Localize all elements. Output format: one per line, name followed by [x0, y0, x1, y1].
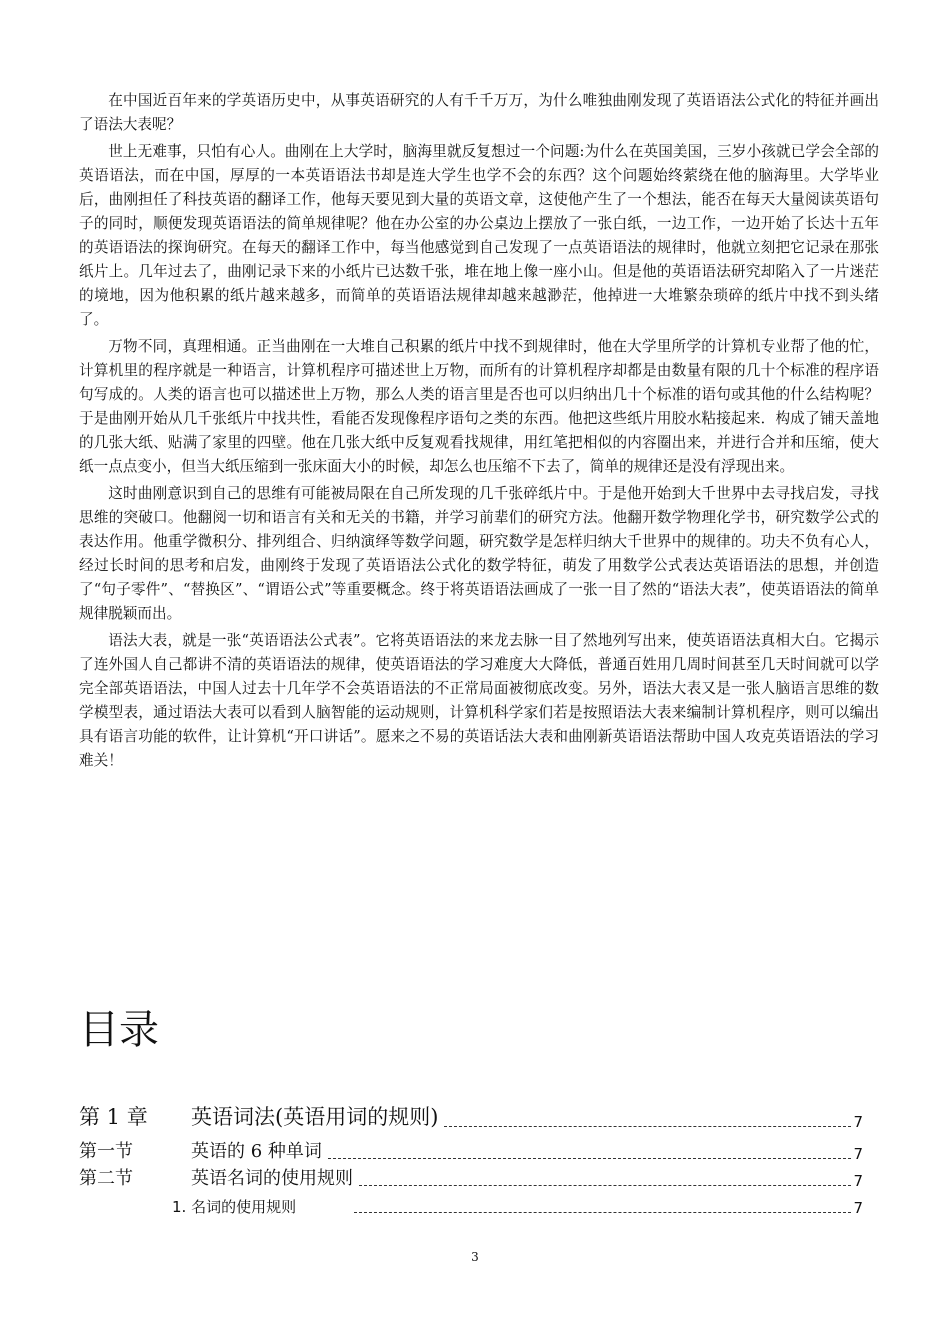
toc-entry-text: 英语的 6 种单词	[191, 1141, 322, 1162]
toc-dot-leader	[354, 1212, 851, 1213]
toc-dot-leader	[444, 1126, 851, 1127]
toc-entry-page: 7	[853, 1145, 863, 1163]
toc-entry-text: 英语词法(英语用词的规则)	[191, 1105, 439, 1129]
toc-entry-page: 7	[853, 1172, 863, 1190]
toc-entry-page: 7	[853, 1199, 863, 1217]
body-text	[79, 89, 879, 776]
paragraph-2: 世上无难事，只怕有心人。曲刚在上大学时，脑海里就反复想过一个问题:为什么在英国美国，三岁小孩就已学会全部的英语语法，而在中国，厚厚的一本英语语法书却是连大学生也学不会的东西？这个问题始终萦绕在他的脑海里。大学毕业后，曲刚担任了科技英语的翻译工作，他每天要见到大量的英语文章，这使他产生了一个想法，能否在每天大量阅读英语句子的同时，顺便发现英语语法的简单规律呢？他在办公室的办公桌边上摆放了一张白纸，一边工作，一边开始了长达十五年的英语语法的探询研究。在每天的翻译工作中，每当他感觉到自己发现了一点英语语法的规律时，他就立刻把它记录在那张纸片上。几年过去了，曲刚记录下来的小纸片已达数千张，堆在地上像一座小山。但是他的英语语法研究却陷入了一片迷茫的境地，因为他积累的纸片越来越多，而简单的英语语法规律却越来越渺茫，他掉进一大堆繁杂琐碎的纸片中找不到头绪了。	[79, 143, 879, 328]
paragraph-5: 语法大表，就是一张“英语语法公式表”。它将英语语法的来龙去脉一目了然地列写出来，使英语语法真相大白。它揭示了连外国人自己都讲不清的英语语法的规律，使英语语法的学习难度大大降低，普通百姓用几周时间甚至几天时间就可以学完全部英语语法，中国人过去十几年学不会英语语法的不正常局面被彻底改变。另外，语法大表又是一张人脑语言思维的数学模型表，通过语法大表可以看到人脑智能的运动规则，计算机科学家们若是按照语法大表来编制计算机程序，则可以编出具有语言功能的软件，让计算机“开口讲话”。愿来之不易的英语话法大表和曲刚新英语语法帮助中国人攻克英语语法的学习难关！	[79, 632, 879, 769]
toc-entry-label: 第一节	[79, 1141, 133, 1162]
page-number: 3	[471, 1250, 479, 1264]
toc-dot-leader	[359, 1185, 851, 1186]
toc-dot-leader	[328, 1158, 851, 1159]
toc-entry-chapter-1[interactable]	[79, 1101, 863, 1131]
paragraph-1: 在中国近百年来的学英语历史中，从事英语研究的人有千千万万，为什么唯独曲刚发现了英语语法公式化的特征并画出了语法大表呢？	[79, 92, 879, 133]
toc-entry-page: 7	[853, 1113, 863, 1131]
toc-entry-section-1[interactable]	[79, 1137, 863, 1163]
toc-entry-text: 英语名词的使用规则	[191, 1168, 353, 1189]
paragraph-3: 万物不同，真理相通。正当曲刚在一大堆自己积累的纸片中找不到规律时，他在大学里所学的计算机专业帮了他的忙，计算机里的程序就是一种语言，计算机程序可描述世上万物，而所有的计算机程序却都是由数量有限的几十个标准的程序语句写成的。人类的语言也可以描述世上万物，那么人类的语言里是否也可以归纳出几十个标准的语句或其他的什么结构呢？于是曲刚开始从几千张纸片中找共性，看能否发现像程序语句之类的东西。他把这些纸片用胶水粘接起来．构成了铺天盖地的几张大纸、贴满了家里的四壁。他在几张大纸中反复观看找规律，用红笔把相似的内容圈出来，并进行合并和压缩，使大纸一点点变小，但当大纸压缩到一张床面大小的时候，却怎么也压缩不下去了，简单的规律还是没有浮现出来。	[79, 338, 879, 475]
toc-title: 目录	[79, 1007, 159, 1053]
toc-entry-label: 1. 名词的使用规则	[172, 1198, 297, 1216]
toc-entry-section-2[interactable]	[79, 1164, 863, 1190]
paragraph-4: 这时曲刚意识到自己的思维有可能被局限在自己所发现的几千张碎纸片中。于是他开始到大千世界中去寻找启发，寻找思维的突破口。他翻阅一切和语言有关和无关的书籍，并学习前辈们的研究方法。他翻开数学物理化学书，研究数学公式的表达作用。他重学微积分、排列组合、归纳演绎等数学问题，研究数学是怎样归纳大千世界中的规律的。功夫不负有心人，经过长时间的思考和启发，曲刚终于发现了英语语法公式化的数学特征，萌发了用数学公式表达英语语法的思想，并创造了“句子零件”、“替换区”、“谓语公式”等重要概念。终于将英语语法画成了一张一目了然的“语法大表”，使英语语法的简单规律脱颖而出。	[79, 485, 879, 622]
toc-entry-label: 第 1 章	[79, 1105, 148, 1129]
toc-entry-label: 第二节	[79, 1168, 133, 1189]
toc-entry-subsection-1[interactable]	[172, 1196, 863, 1217]
